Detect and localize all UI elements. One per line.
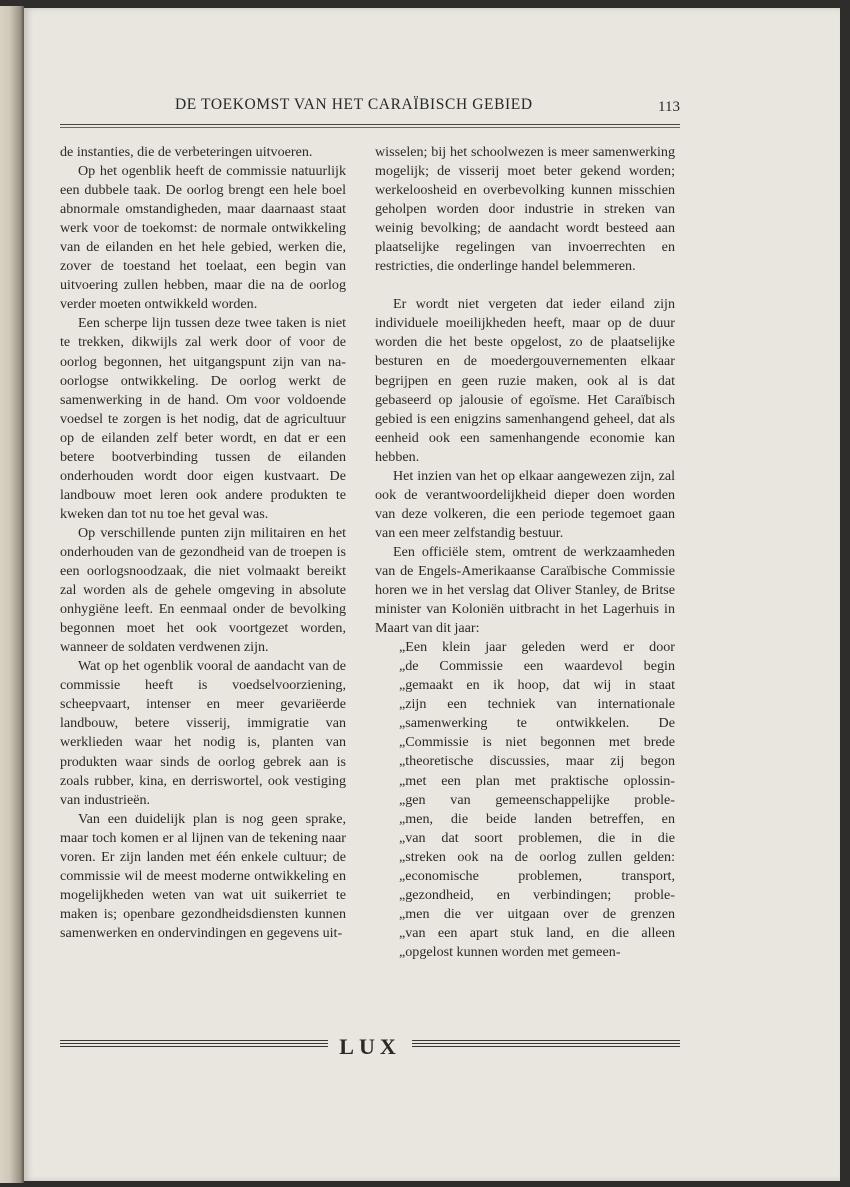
footer-rule-left bbox=[60, 1046, 328, 1047]
quote-line: „men die ver uitgaan over de grenzen bbox=[399, 905, 675, 922]
quote-line: „gezondheid, en verbindingen; proble- bbox=[399, 886, 675, 903]
paragraph: Van een duidelijk plan is nog geen sprake, maar toch komen er al lijnen van de tekening naar voren. Er zijn landen met één enkele cultuur; de commissie wil de meest moderne ontwikkeling en mogelijkheden weten van wat uit suikerriet te maken is; openbare gezondheidsdiensten kunnen samenwerken en ondervindingen en gegevens uit- bbox=[60, 810, 346, 941]
lux-logo: LUX bbox=[339, 1034, 401, 1059]
paragraph: Op verschillende punten zijn militairen en het onderhouden van de gezondheid van de troepen is een oorlogsnoodzaak, die niet volmaakt bereikt zal worden als de gehele omgeving in absolute onhygiëne leeft. En eenmaal onder de bevolking begonnen moet het ook voortgezet worden, wanneer de soldaten verdwenen zijn. bbox=[60, 524, 346, 656]
paragraph: Er wordt niet vergeten dat ieder eiland zijn individuele moeilijkheden heeft, maar op de duur worden die het beste opgelost, zo de plaatselijke besturen en de moedergouvernementen elkaar begrijpen en geen ruzie maken, ook al is dat gebaseerd op jalousie of egoïsme. Het Caraïbisch gebied is een enigzins samenhangend geheel, dat als eenheid ook een samenhangende economie kan hebben. bbox=[375, 296, 675, 465]
quote-line: „theoretische discussies, maar zij begon bbox=[399, 753, 675, 770]
footer-rule-left bbox=[60, 1040, 328, 1041]
quote-line: „zijn een techniek van internationale bbox=[399, 696, 675, 713]
quote-line: „Een klein jaar geleden werd er door bbox=[399, 639, 675, 656]
header-rule-thin bbox=[60, 127, 680, 128]
quote-line: „de Commissie een waardevol begin bbox=[399, 658, 675, 675]
quote-line: „gen van gemeenschappelijke proble- bbox=[399, 791, 675, 808]
paragraph: Een officiële stem, omtrent de werkzaamheden van de Engels-Amerikaanse Caraïbische Commissie horen we in het verslag dat Oliver Stanley, de Britse minister van Koloniën uitbracht in het Lagerhuis in Maart van dit jaar: bbox=[375, 543, 675, 637]
footer-rule-right bbox=[412, 1046, 680, 1047]
right-column bbox=[375, 143, 675, 962]
quote-line: „opgelost kunnen worden met gemeen- bbox=[399, 943, 621, 960]
paragraph: Wat op het ogenblik vooral de aandacht van de commissie heeft is voedselvoorziening, scheepvaart, intenser en meer gevariëerde landbouw, betere visserij, immigratie van werklieden waar het nodig is, planten van produkten waar sinds de oorlog gebrek aan is zoals rubber, kina, en derriswortel, ook vestiging van industrieën. bbox=[60, 658, 346, 808]
paragraph: de instanties, die de verbeteringen uitvoeren. bbox=[60, 144, 313, 160]
footer-rule-right bbox=[412, 1043, 680, 1044]
header-rule-thick bbox=[60, 124, 680, 125]
quote-line: „van dat soort problemen, die in die bbox=[399, 829, 675, 846]
quotation-block bbox=[399, 638, 675, 962]
book-binding-edge bbox=[0, 6, 24, 1183]
quote-line: „van een apart stuk land, en die alleen bbox=[399, 924, 675, 941]
paragraph: Op het ogenblik heeft de commissie natuurlijk een dubbele taak. De oorlog brengt een hele boel abnormale omstandigheden, maar daarnaast staat werk voor de toekomst: de normale ontwikkeling van de eilanden en het hele gebied, werken die, zover de toestand het toelaat, een begin van uitvoering zullen hebben, maar die na de oorlog verder moeten ontwikkeld worden. bbox=[60, 163, 346, 313]
left-column bbox=[60, 143, 346, 943]
quote-line: „men, die beide landen betreffen, en bbox=[399, 810, 675, 827]
footer-rule-left bbox=[60, 1043, 328, 1044]
page-footer bbox=[60, 1032, 680, 1058]
paragraph: wisselen; bij het schoolwezen is meer samenwerking mogelijk; de visserij moet beter gekend worden; werkeloosheid en overbevolking kunnen misschien geholpen worden door industrie in streken van weinig bevolking; de aandacht wordt besteed aan plaatselijke regelingen van invoerrechten en restricties, die onderlinge handel belemmeren. bbox=[375, 144, 675, 275]
paragraph: Het inzien van het op elkaar aangewezen zijn, zal ook de verantwoordelijkheid dieper doen worden van deze volkeren, die een periode tegemoet gaan van een meer zelfstandig bestuur. bbox=[375, 467, 675, 541]
quote-line: „economische problemen, transport, bbox=[399, 867, 675, 884]
page-number: 113 bbox=[658, 99, 680, 115]
page-header bbox=[60, 96, 680, 126]
quote-line: „Commissie is niet begonnen met brede bbox=[399, 734, 675, 751]
quote-line: „met een plan met praktische oplossin- bbox=[399, 772, 675, 789]
quote-line: „streken ook na de oorlog zullen gelden: bbox=[399, 848, 675, 865]
paragraph: Een scherpe lijn tussen deze twee taken is niet te trekken, dikwijls zal werk door of voor de oorlog begonnen, het uitgangspunt zijn van na-oorlogse ontwikkeling. De oorlog werkt de samenwerking in de hand. Om voor voldoende voedsel te zorgen is het nodig, dat de agricultuur op de eilanden zelf beter wordt, en dat er een betere bootverbinding tussen de eilanden onderhouden wordt door eigen kustvaart. De landbouw moet leren ook andere produkten te kweken dan tot nu toe het geval was. bbox=[60, 315, 346, 522]
quote-line: „gemaakt en ik hoop, dat wij in staat bbox=[399, 677, 675, 694]
footer-rule-right bbox=[412, 1040, 680, 1041]
running-title: DE TOEKOMST VAN HET CARAÏBISCH GEBIED bbox=[175, 96, 533, 113]
quote-line: „samenwerking te ontwikkelen. De bbox=[399, 715, 675, 732]
